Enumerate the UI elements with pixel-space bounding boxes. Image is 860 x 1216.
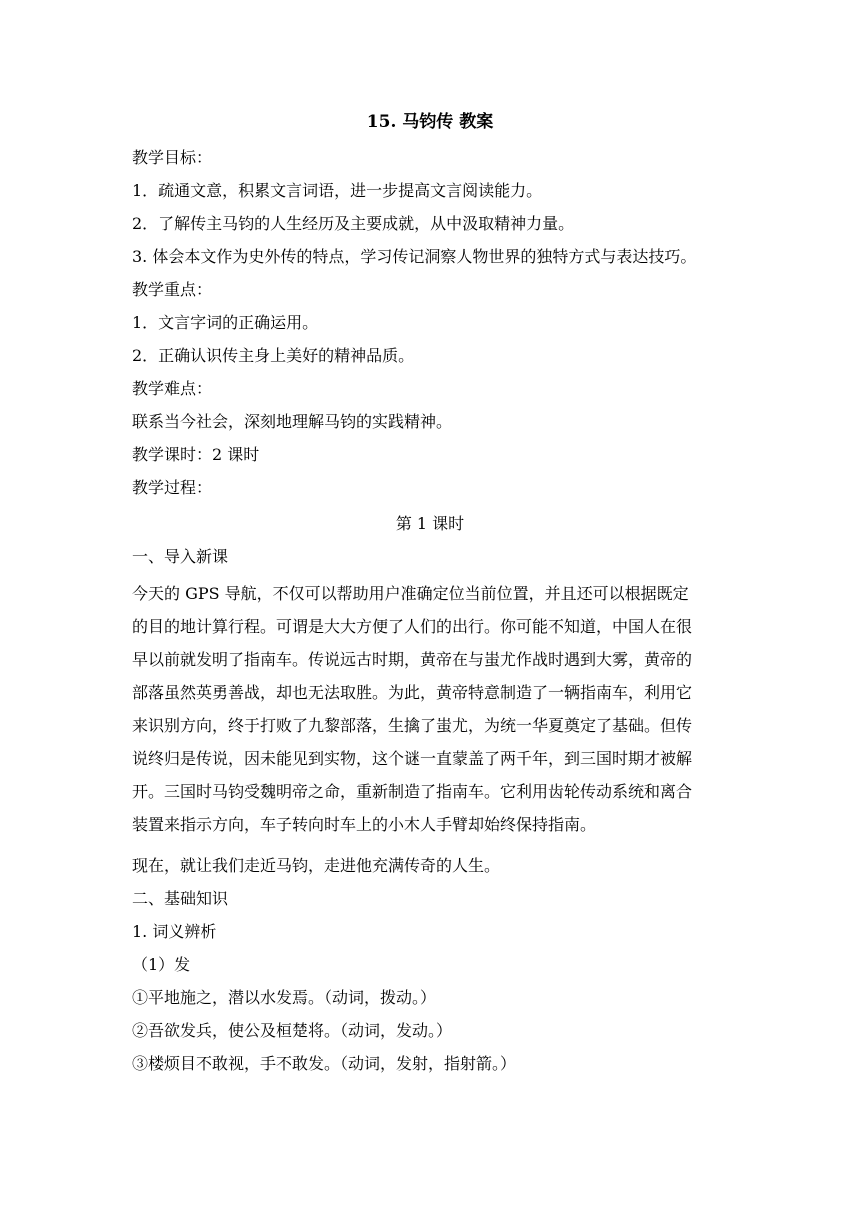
intro-paragraph — [132, 577, 732, 841]
example-item: ③楼烦目不敢视，手不敢发。（动词，发射，指射箭。） — [132, 1054, 517, 1073]
difficulty-heading: 教学难点： — [132, 379, 213, 398]
example-item: ①平地施之，潜以水发焉。（动词，拨动。） — [132, 988, 437, 1007]
example-item: ②吾欲发兵，使公及桓楚将。（动词，发动。） — [132, 1021, 453, 1040]
section-heading-intro: 一、导入新课 — [132, 547, 229, 566]
intro-line: 装置来指示方向，车子转向时车上的小木人手臂却始终保持指南。 — [132, 815, 597, 834]
objectives-heading: 教学目标： — [132, 148, 213, 167]
intro-closing: 现在，就让我们走近马钧，走进他充满传奇的人生。 — [132, 856, 501, 875]
key-point-item: 2．正确认识传主身上美好的精神品质。 — [132, 346, 415, 365]
intro-line: 开。三国时马钧受魏明帝之命，重新制造了指南车。它利用齿轮传动系统和离合 — [132, 782, 693, 801]
intro-line: 说终归是传说，因未能见到实物，这个谜一直蒙盖了两千年，到三国时期才被解 — [132, 749, 693, 768]
intro-line: 来识别方向，终于打败了九黎部落，生擒了蚩尤，为统一华夏奠定了基础。但传 — [132, 716, 693, 735]
key-point-item: 1．文言字词的正确运用。 — [132, 313, 319, 332]
word-heading: （1）发 — [132, 955, 191, 974]
lesson-heading: 第 1 课时 — [395, 514, 465, 533]
vocab-heading: 1. 词义辨析 — [132, 922, 217, 941]
intro-line: 早以前就发明了指南车。传说远古时期，黄帝在与蚩尤作战时遇到大雾，黄帝的 — [132, 650, 693, 669]
intro-line: 今天的 GPS 导航，不仅可以帮助用户准确定位当前位置，并且还可以根据既定 — [132, 584, 689, 603]
objective-item: 3. 体会本文作为史外传的特点，学习传记洞察人物世界的独特方式与表达技巧。 — [132, 247, 697, 266]
objective-item: 1．疏通文意，积累文言词语，进一步提高文言阅读能力。 — [132, 181, 543, 200]
intro-line: 部落虽然英勇善战，却也无法取胜。为此，黄帝特意制造了一辆指南车，利用它 — [132, 683, 693, 702]
document-title: 15. 马钧传 教案 — [366, 112, 494, 132]
key-points-heading: 教学重点： — [132, 280, 213, 299]
intro-line: 的目的地计算行程。可谓是大大方便了人们的出行。你可能不知道，中国人在很 — [132, 617, 693, 636]
difficulty-text: 联系当今社会，深刻地理解马钧的实践精神。 — [132, 412, 453, 431]
section-heading-basics: 二、基础知识 — [132, 889, 229, 908]
process-heading: 教学过程： — [132, 478, 213, 497]
objective-item: 2．了解传主马钧的人生经历及主要成就，从中汲取精神力量。 — [132, 214, 575, 233]
teaching-hours: 教学课时：2 课时 — [132, 445, 260, 464]
